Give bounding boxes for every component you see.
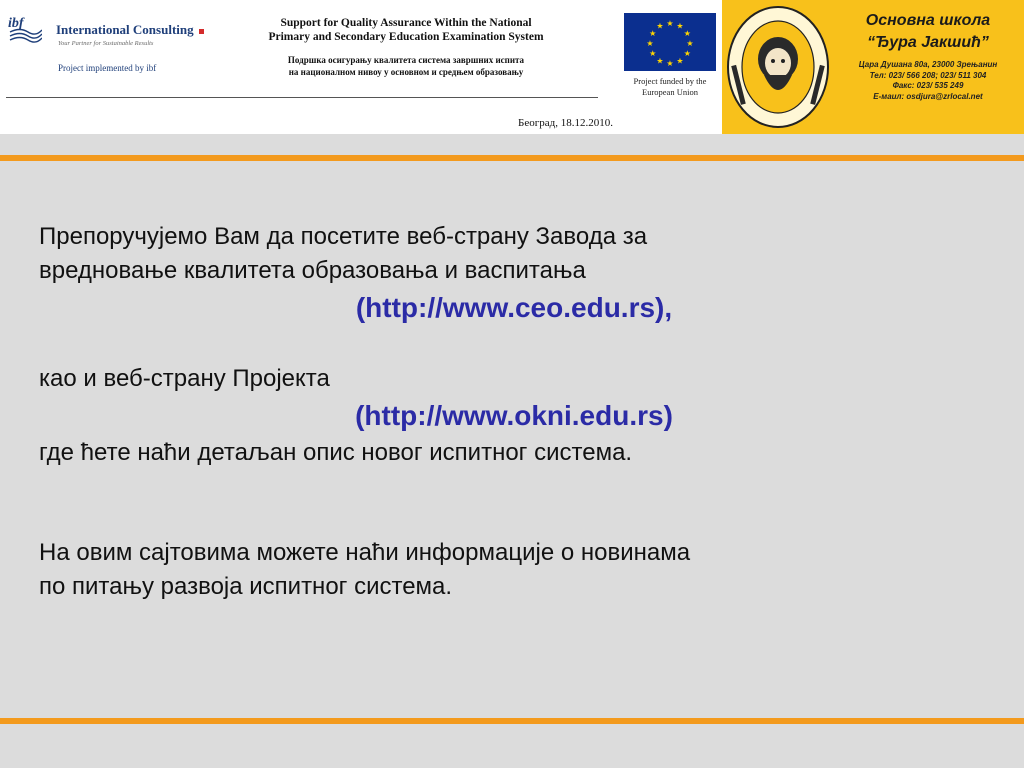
project-subtitle [226, 54, 586, 78]
svg-text:★: ★ [683, 49, 691, 58]
svg-text:★: ★ [649, 29, 657, 38]
school-address: Цара Душана 80а, 23000 Зрењанин [858, 60, 998, 69]
svg-text:★: ★ [683, 29, 691, 38]
eu-flag-icon [624, 13, 716, 71]
svg-text:★: ★ [656, 21, 664, 31]
eu-funding-note [620, 76, 720, 98]
content-line: као и веб-страну Пројекта [39, 365, 330, 392]
header-date: Београд, 18.12.2010. [518, 117, 613, 129]
project-title-line: Primary and Secondary Education Examination System [268, 31, 544, 43]
ibf-logo-icon [8, 14, 42, 44]
slide-header [0, 0, 1024, 134]
svg-text:★: ★ [686, 39, 694, 48]
project-title [236, 16, 576, 44]
svg-text:★: ★ [676, 21, 684, 31]
ibf-tagline: Your Partner for Sustainable Results [58, 40, 154, 47]
content-line: по питању развоја испитног система. [39, 573, 453, 600]
svg-text:★: ★ [666, 19, 674, 28]
header-divider [6, 97, 598, 98]
school-name-line: Основна школа [865, 12, 991, 29]
school-fax: Факс: 023/ 535 249 [892, 81, 964, 90]
ibf-name: International Consulting [56, 22, 204, 38]
ibf-implemented: Project implemented by ibf [58, 63, 157, 73]
school-emblem-icon [724, 3, 832, 131]
ceo-link[interactable]: (http://www.ceo.edu.rs), [355, 292, 673, 323]
project-subtitle-line: Подршка осигурању квалитета система завршних испита [287, 55, 525, 65]
accent-band-top [0, 155, 1024, 161]
svg-text:ibf: ibf [8, 16, 24, 31]
project-title-line: Support for Quality Assurance Within the National [280, 17, 532, 29]
content-line: На овим сајтовима можете наћи информације о новинама [39, 539, 691, 566]
eu-funding-line: European Union [642, 87, 698, 97]
slide-content [39, 220, 989, 604]
school-name-line: “Ђура Јакшић” [867, 34, 989, 51]
okni-link[interactable]: (http://www.okni.edu.rs) [355, 400, 673, 431]
school-phone: Тел: 023/ 566 208; 023/ 511 304 [869, 70, 987, 80]
svg-text:★: ★ [666, 59, 674, 68]
svg-text:★: ★ [656, 56, 664, 66]
project-subtitle-line: на националном нивоу у основном и средњем образовању [288, 67, 524, 77]
school-name [834, 10, 1022, 54]
content-line: Препоручујемо Вам да посетите веб-страну Завода за [39, 223, 648, 250]
eu-funding-line: Project funded by the [633, 76, 707, 86]
school-contact [834, 60, 1022, 102]
content-spacer [39, 470, 989, 536]
content-line: вредновање квалитета образовања и васпитања [39, 257, 586, 284]
school-email: Е-маил: osdjura@zrlocal.net [873, 91, 983, 101]
content-line: где ћете наћи детаљан опис новог испитног система. [39, 439, 633, 466]
svg-text:★: ★ [646, 39, 654, 48]
svg-text:★: ★ [676, 56, 684, 66]
svg-text:★: ★ [649, 49, 657, 58]
school-panel [722, 0, 1024, 134]
content-spacer [39, 328, 989, 362]
accent-band-bottom [0, 718, 1024, 724]
